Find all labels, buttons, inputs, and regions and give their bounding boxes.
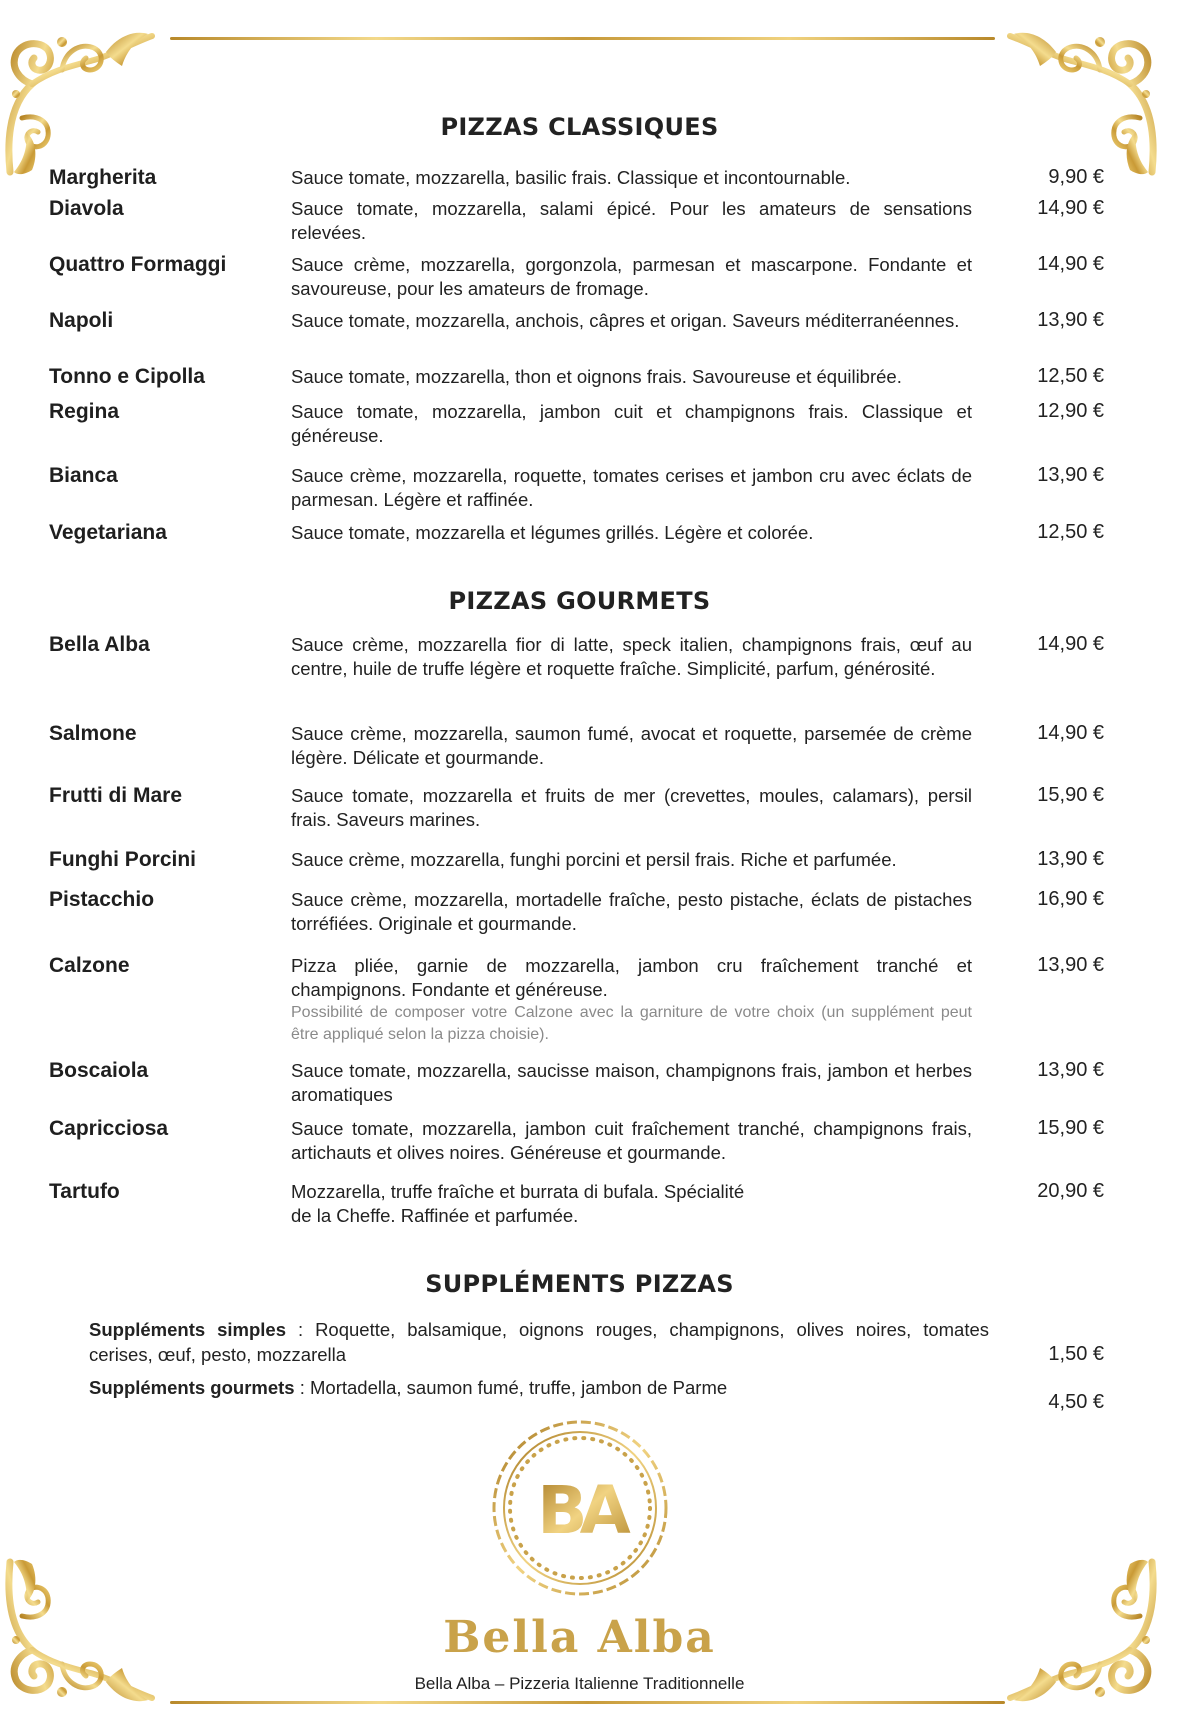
item-description: Sauce crème, mozzarella, funghi porcini et persil frais. Riche et parfumée. [291, 849, 897, 870]
section-title-supplements: SUPPLÉMENTS PIZZAS [425, 1270, 734, 1298]
item-name: Bella Alba [49, 633, 150, 656]
item-description: Sauce tomate, mozzarella et fruits de mer (crevettes, moules, calamars), persil frais. Saveurs marines. [291, 785, 972, 830]
item-price: 12,50 € [1037, 365, 1104, 387]
item-name: Regina [49, 400, 120, 423]
supplements-simple-price: 1,50 € [1048, 1343, 1104, 1365]
item-description: Sauce tomate, mozzarella, basilic frais. Classique et incontournable. [291, 167, 851, 188]
item-name: Napoli [49, 309, 114, 332]
item-name: Pistacchio [49, 888, 155, 911]
item-description: Sauce crème, mozzarella, mortadelle fraîche, pesto pistache, éclats de pistaches torréfiées. Originale et gourmande. [291, 889, 972, 934]
item-price: 13,90 € [1037, 848, 1104, 870]
supplements-gourmet-separator: : [294, 1377, 311, 1398]
item-name: Tonno e Cipolla [49, 365, 205, 388]
supplements-simple-separator: : [286, 1319, 316, 1340]
item-price: 14,90 € [1037, 197, 1104, 219]
footer-tagline: Bella Alba – Pizzeria Italienne Traditionnelle [414, 1674, 745, 1693]
item-name: Diavola [49, 197, 124, 220]
item-description: Sauce tomate, mozzarella, salami épicé. Pour les amateurs de sensations relevées. [291, 198, 972, 243]
item-description: Sauce crème, mozzarella, saumon fumé, avocat et roquette, parsemée de crème légère. Délicate et gourmande. [291, 723, 972, 768]
item-price: 15,90 € [1037, 1117, 1104, 1139]
item-price: 20,90 € [1037, 1180, 1104, 1202]
supplements-simple-label: Suppléments simples [89, 1319, 287, 1340]
item-price: 12,90 € [1037, 400, 1104, 422]
item-name: Quattro Formaggi [49, 253, 227, 276]
item-name: Funghi Porcini [49, 848, 196, 871]
item-name: Tartufo [49, 1180, 120, 1203]
section-title-gourmets: PIZZAS GOURMETS [448, 587, 711, 615]
brand-name: Bella Alba [443, 1612, 716, 1663]
item-price: 9,90 € [1048, 166, 1104, 188]
item-name: Calzone [49, 954, 130, 977]
item-price: 13,90 € [1037, 464, 1104, 486]
item-name: Boscaiola [49, 1059, 149, 1082]
item-name: Vegetariana [49, 521, 167, 544]
top-gold-divider [170, 37, 995, 40]
supplements-gourmet-list: Mortadella, saumon fumé, truffe, jambon de Parme [310, 1377, 728, 1398]
logo-monogram: BA [537, 1472, 623, 1549]
item-price: 14,90 € [1037, 253, 1104, 275]
item-price: 13,90 € [1037, 309, 1104, 331]
supplements-gourmet-price: 4,50 € [1048, 1391, 1104, 1413]
item-description: Sauce tomate, mozzarella, thon et oignons frais. Savoureuse et équilibrée. [291, 366, 902, 387]
item-description: Sauce tomate, mozzarella, jambon cuit et champignons frais. Classique et généreuse. [291, 401, 972, 446]
supplements-gourmet [89, 1375, 989, 1400]
item-price: 13,90 € [1037, 1059, 1104, 1081]
item-name: Margherita [49, 166, 157, 189]
item-price: 14,90 € [1037, 633, 1104, 655]
item-name: Capricciosa [49, 1117, 169, 1140]
item-description: Sauce tomate, mozzarella et légumes grillés. Légère et colorée. [291, 522, 814, 543]
item-description-main: Pizza pliée, garnie de mozzarella, jambon cru fraîchement tranché et champignons. Fondante et généreuse. [291, 955, 972, 1000]
bella-alba-logo [490, 1418, 670, 1598]
item-price: 16,90 € [1037, 888, 1104, 910]
item-description: Sauce tomate, mozzarella, saucisse maison, champignons frais, jambon et herbes aromatiques [291, 1060, 972, 1105]
item-name: Frutti di Mare [49, 784, 183, 807]
item-name: Bianca [49, 464, 118, 487]
item-description [291, 954, 972, 1046]
item-price: 14,90 € [1037, 722, 1104, 744]
item-name: Salmone [49, 722, 137, 745]
item-price: 12,50 € [1037, 521, 1104, 543]
item-description: Sauce crème, mozzarella, roquette, tomates cerises et jambon cru avec éclats de parmesan. Légère et raffinée. [291, 465, 972, 510]
supplements-simple-list: Roquette, balsamique, oignons rouges, champignons, olives noires, tomates cerises, œuf, pesto, mozzarella [89, 1319, 990, 1365]
item-description: Mozzarella, truffe fraîche et burrata di bufala. Spécialité de la Cheffe. Raffinée et parfumée. [291, 1181, 745, 1226]
item-description: Sauce tomate, mozzarella, anchois, câpres et origan. Saveurs méditerranéennes. [291, 310, 960, 331]
item-note: Possibilité de composer votre Calzone avec la garniture de votre choix (un supplément peut être appliqué selon la pizza choisie). [291, 1004, 972, 1043]
supplements-gourmet-label: Suppléments gourmets [89, 1377, 295, 1398]
section-title-classiques: PIZZAS CLASSIQUES [440, 113, 719, 141]
item-price: 13,90 € [1037, 954, 1104, 976]
item-description: Sauce tomate, mozzarella, jambon cuit fraîchement tranché, champignons frais, artichauts et olives noires. Généreuse et gourmande. [291, 1118, 972, 1163]
bottom-gold-divider [170, 1701, 1005, 1704]
item-description: Sauce crème, mozzarella fior di latte, speck italien, champignons frais, œuf au centre, huile de truffe légère et roquette fraîche. Simplicité, parfum, générosité. [291, 634, 972, 679]
supplements-simple [89, 1317, 989, 1367]
item-price: 15,90 € [1037, 784, 1104, 806]
item-description: Sauce crème, mozzarella, gorgonzola, parmesan et mascarpone. Fondante et savoureuse, pour les amateurs de fromage. [291, 254, 972, 299]
